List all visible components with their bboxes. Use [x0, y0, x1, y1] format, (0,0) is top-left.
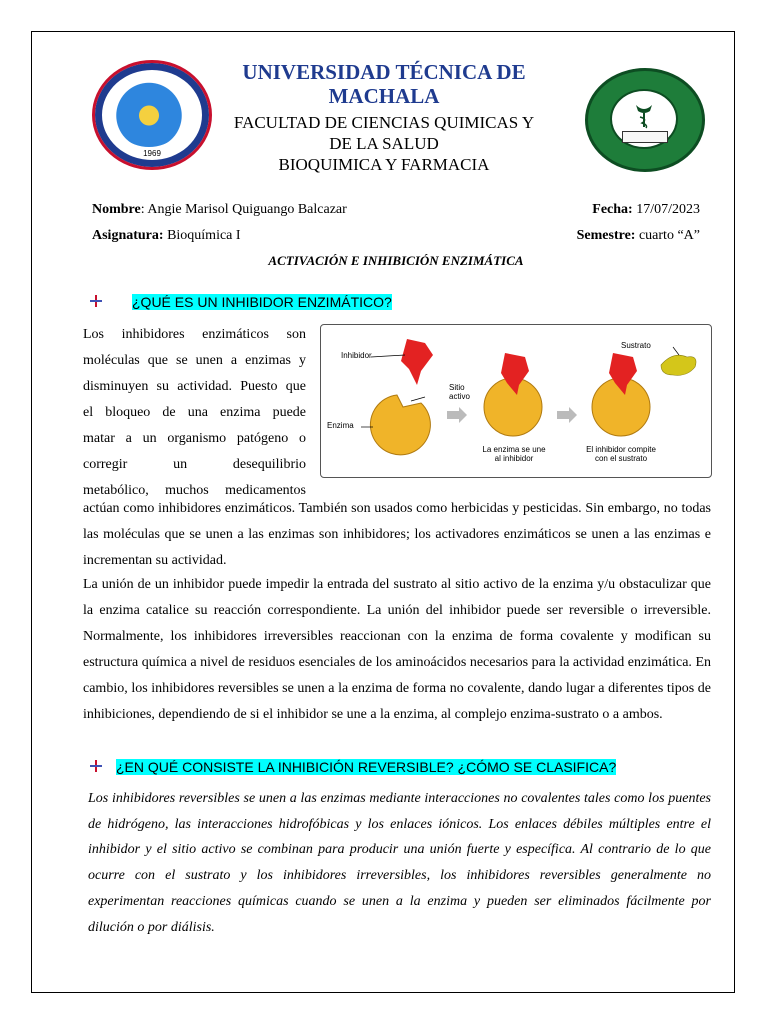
section1-question: ¿QUÉ ES UN INHIBIDOR ENZIMÁTICO?: [132, 294, 392, 310]
text-line: el bloqueo de una enzima puede: [83, 405, 306, 420]
label-activo: activo: [449, 392, 470, 401]
text-line: moléculas que se unen a enzimas y: [83, 353, 306, 368]
caption-line: El inhibidor compite: [586, 445, 656, 454]
label-enzima: Enzima: [327, 421, 354, 430]
cup-snake-icon: [632, 101, 656, 129]
semester-row: [577, 228, 700, 244]
caption-line: al inhibidor: [494, 454, 534, 463]
section1-paragraph1-continued: actúan como inhibidores enzimáticos. También son usados como herbicidas y pesticidas. Sin embargo, no todas las moléculas que se unen a las enzimas son inhibidores; los activadores enzimáticos se unen a las enzimas e incrementan su actividad.: [83, 501, 711, 568]
caption-inhibitor-competes: [573, 445, 669, 463]
caption-line: La enzima se une: [482, 445, 546, 454]
name-row: [92, 202, 347, 218]
section1-heading: [90, 294, 392, 312]
seal-emblem-icon: [111, 77, 187, 147]
substrate-shape: [661, 355, 696, 375]
name-label: Nombre: [92, 202, 141, 217]
career-seal-logo: [585, 68, 705, 172]
inhibitor-shape: [401, 339, 433, 385]
caption-enzyme-binds: [471, 445, 557, 463]
text-line: matar a un organismo patógeno o: [83, 431, 306, 446]
university-title: UNIVERSIDAD TÉCNICA DE MACHALA: [242, 60, 526, 108]
arrow-icon: [557, 407, 577, 423]
bullet-icon: [90, 760, 102, 772]
faculty-line-2: DE LA SALUD: [329, 134, 439, 153]
section2-heading: [90, 759, 616, 777]
text-line: metabólico, muchos medicamentos: [83, 483, 306, 498]
text-line: corregir un desequilibrio: [83, 457, 306, 472]
label-inhibidor: Inhibidor: [341, 351, 372, 360]
name-value: : Angie Marisol Quiguango Balcazar: [140, 202, 347, 217]
semester-value: cuarto “A”: [635, 228, 700, 243]
caduceus-emblem-icon: [610, 89, 678, 149]
arrow-icon: [447, 407, 467, 423]
date-label: Fecha:: [592, 202, 633, 217]
subject-row: [92, 228, 241, 244]
document-title: ACTIVACIÓN E INHIBICIÓN ENZIMÁTICA: [268, 253, 524, 268]
subject-label: Asignatura:: [92, 228, 164, 243]
section1-paragraph2: La unión de un inhibidor puede impedir la entrada del sustrato al sitio activo de la enzima y/u obstaculizar que la enzima catalice su reacción correspondiente. La unión del inhibidor puede ser reversible o irreversible. Normalmente, los inhibidores irreversibles reaccionan con la enzima de forma covalente y modifican su estructura química a nivel de residuos esenciales de los aminoácidos necesarios para la actividad enzimática. En cambio, los inhibidores reversibles se unen a la enzima de forma no covalente, dando lugar a diferentes tipos de inhibiciones, dependiendo de si el inhibidor se une a la enzima, al complejo enzima-sustrato o a ambos.: [83, 577, 711, 722]
label-sustrato: Sustrato: [621, 341, 651, 350]
seal-year: 1969: [143, 149, 161, 158]
seal-banner: [622, 131, 668, 143]
text-line: Los inhibidores enzimáticos son: [83, 327, 306, 342]
semester-label: Semestre:: [576, 228, 636, 243]
faculty-line-1: FACULTAD DE CIENCIAS QUIMICAS Y: [233, 113, 535, 132]
label-sitio: Sitio: [449, 383, 465, 392]
text-line: disminuyen su actividad. Puesto que: [83, 379, 306, 394]
section2-question: ¿EN QUÉ CONSISTE LA INHIBICIÓN REVERSIBLE? ¿CÓMO SE CLASIFICA?: [116, 759, 617, 775]
career-title: BIOQUIMICA Y FARMACIA: [278, 155, 490, 174]
faculty-title: [200, 112, 568, 175]
caption-line: con el sustrato: [594, 454, 648, 463]
section1-narrow-text: [83, 322, 306, 504]
subject-value: Bioquímica I: [163, 228, 241, 243]
bullet-icon: [90, 295, 102, 307]
enzyme-shape: [370, 395, 430, 455]
university-seal-logo: [92, 60, 212, 170]
date-row: [592, 202, 700, 218]
section2-paragraph: Los inhibidores reversibles se unen a las enzimas mediante interacciones no covalentes tales como los puentes de hidrógeno, las interacciones hidrofóbicas y los enlaces iónicos. Los enlaces débiles múltiples entre el inhibidor y el sitio activo se combinan para producir una unión fuerte y específica. Al contrario de lo que ocurre con el sustrato y los inhibidores irreversibles, los inhibidores reversibles generalmente no experimentan reacciones químicas cuando se unen a la enzima y pueden ser eliminados fácilmente por dilución o por diálisis.: [88, 791, 711, 935]
date-value: 17/07/2023: [632, 202, 700, 217]
enzyme-inhibition-figure: [320, 324, 712, 478]
